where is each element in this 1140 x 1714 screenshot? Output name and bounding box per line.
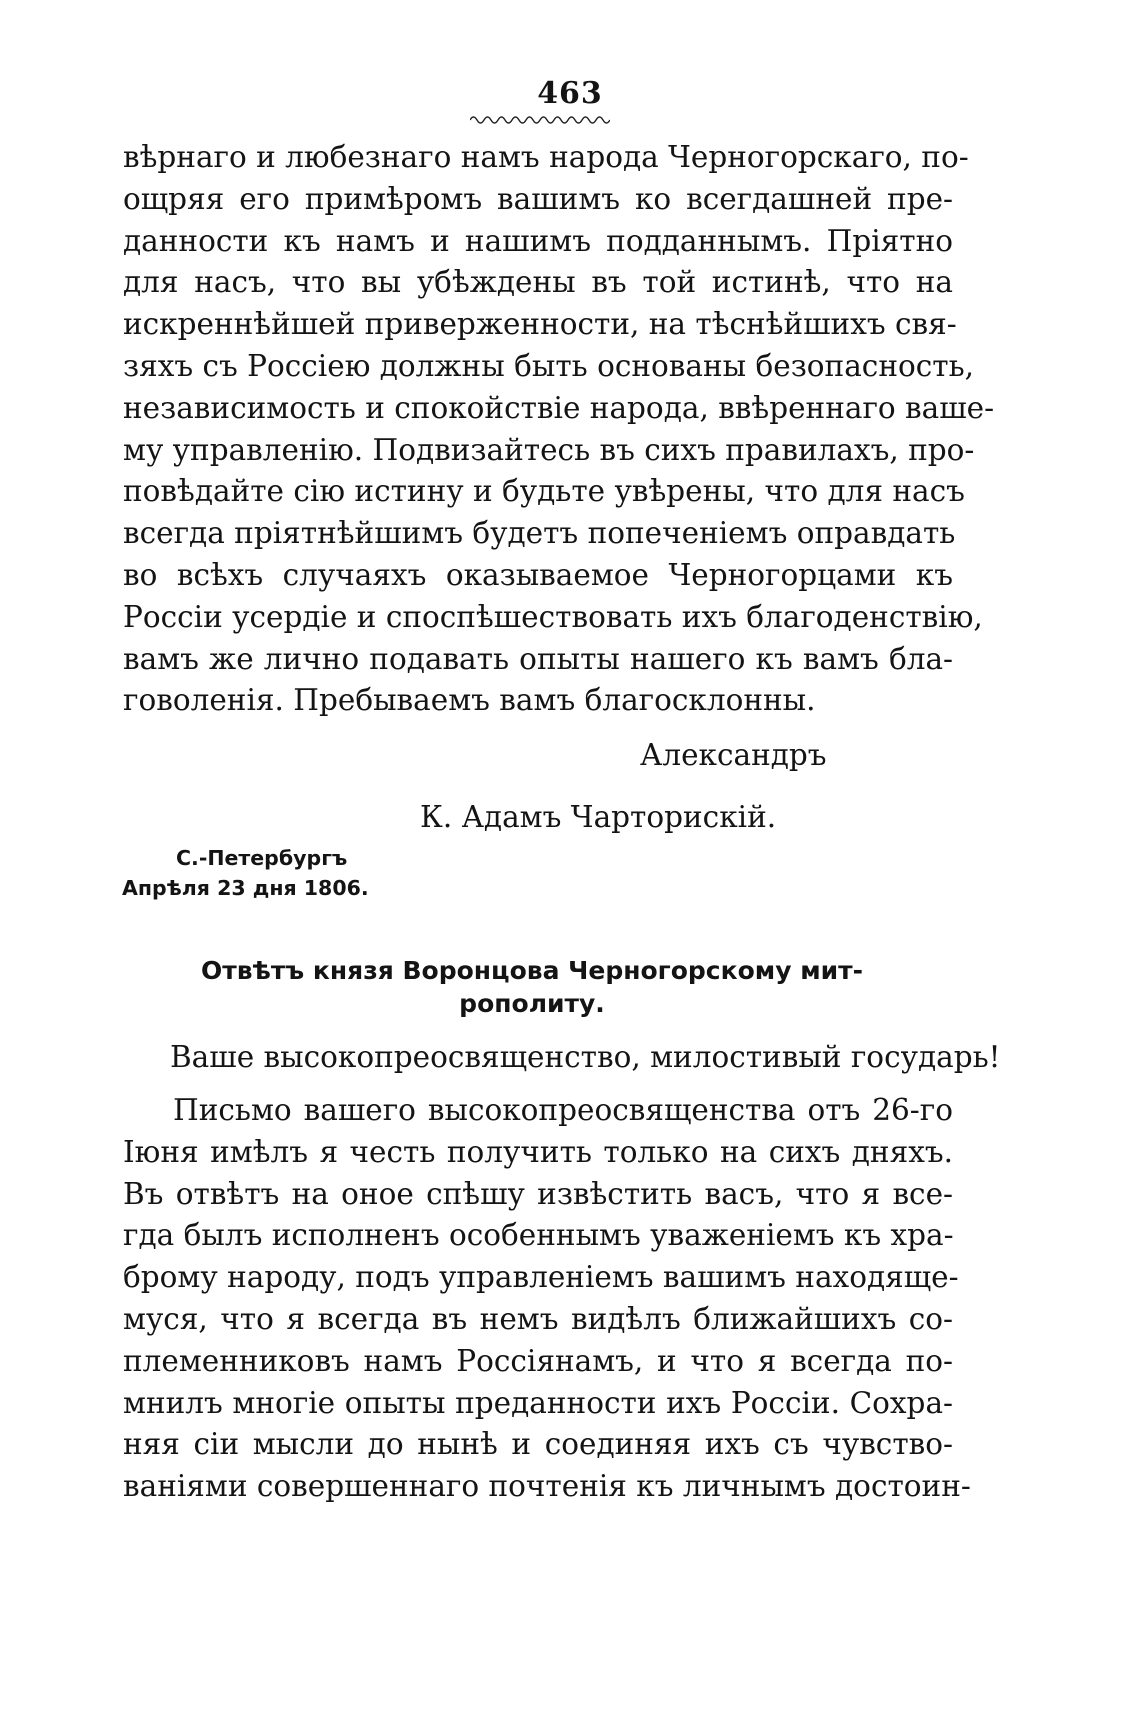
section-heading <box>132 954 932 1020</box>
text-line: искреннѣйшей приверженности, на тѣснѣйшихъ свя- <box>123 307 957 342</box>
text-line: муся, что я всегда въ немъ видѣлъ ближайшихъ со- <box>123 1301 953 1336</box>
heading-line: рополиту. <box>459 989 605 1018</box>
greeting: Ваше высокопреосвященство, милостивый государь! <box>170 1040 1001 1074</box>
text-line: зяхъ съ Россіею должны быть основаны безопасность, <box>123 348 975 383</box>
text-line: всегда пріятнѣйшимъ будетъ попеченіемъ оправдать <box>123 516 956 551</box>
text-line: независимость и спокойствіе народа, ввѣреннаго ваше- <box>123 390 995 425</box>
letter-body <box>123 137 995 722</box>
text-line: брому народу, подъ управленіемъ вашимъ находяще- <box>123 1260 959 1295</box>
text-line: вамъ же лично подавать опыты нашего къ вамъ бла- <box>123 641 953 676</box>
text-line: для насъ, что вы убѣждены въ той истинѣ, что на <box>123 265 953 300</box>
page-number: 463 <box>537 76 603 111</box>
text-line: Россіи усердіе и споспѣшествовать ихъ благоденствію, <box>123 599 983 634</box>
text-line: повѣдайте сію истину и будьте увѣрены, что для насъ <box>123 474 965 509</box>
text-line: Письмо вашего высокопреосвященства отъ 26-го <box>173 1093 953 1127</box>
text-line: ваніями совершеннаго почтенія къ личнымъ достоин- <box>123 1469 971 1504</box>
signature-alexander: Александръ <box>640 738 827 772</box>
text-line: няя сіи мысли до нынѣ и соединяя ихъ съ чувство- <box>123 1427 953 1462</box>
text-line: мнилъ многіе опыты преданности ихъ Россіи. Сохра- <box>123 1385 953 1420</box>
text-line: вѣрнаго и любезнаго намъ народа Черногорскаго, по- <box>123 140 969 174</box>
letter-date: Апрѣля 23 дня 1806. <box>122 876 369 900</box>
wavy-ornament <box>470 114 610 126</box>
text-line: Іюня имѣлъ я честь получить только на сихъ дняхъ. <box>123 1134 953 1169</box>
signature-czartoryski: К. Адамъ Чарторискій. <box>420 800 777 834</box>
text-line: говоленія. Пребываемъ вамъ благосклонны. <box>123 683 816 718</box>
letter-place: С.-Петербургъ <box>176 846 348 870</box>
text-line: му управленію. Подвизайтесь въ сихъ правилахъ, про- <box>123 432 975 467</box>
heading-line: Отвѣтъ князя Воронцова Черногорскому мит- <box>200 956 864 985</box>
text-line: Въ отвѣтъ на оное спѣшу извѣстить васъ, что я все- <box>123 1176 953 1211</box>
text-line: данности къ намъ и нашимъ подданнымъ. Пріятно <box>123 223 953 258</box>
text-line: во всѣхъ случаяхъ оказываемое Черногорцами къ <box>123 557 953 592</box>
reply-body <box>123 1090 971 1508</box>
text-line: ощряя его примѣромъ вашимъ ко всегдашней пре- <box>123 181 953 216</box>
text-line: племенниковъ намъ Россіянамъ, и что я всегда по- <box>123 1343 953 1378</box>
text-line: гда былъ исполненъ особеннымъ уваженіемъ къ хра- <box>123 1218 954 1253</box>
